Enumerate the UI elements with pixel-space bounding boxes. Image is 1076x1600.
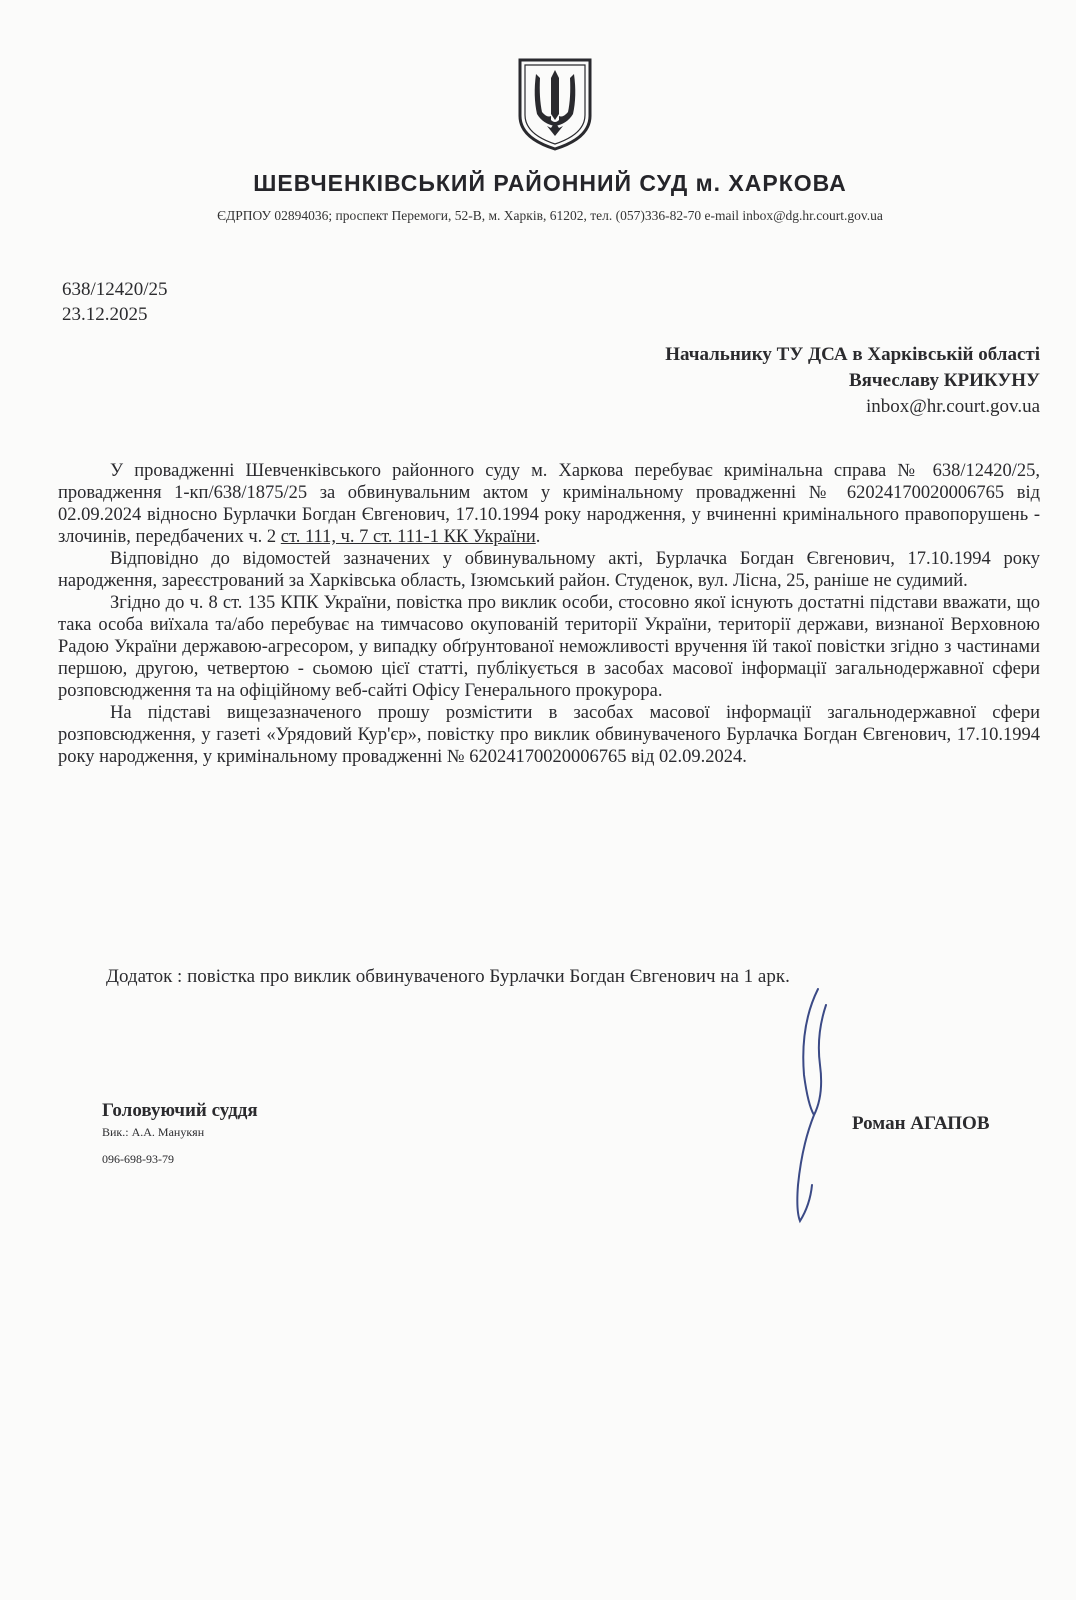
addressee-position: Начальнику ТУ ДСА в Харківській області [665, 344, 1040, 365]
paragraph-case [58, 460, 1040, 548]
reference-date: 23.12.2025 [62, 304, 148, 325]
addressee-block [665, 342, 1040, 420]
law-article-link: ст. 111, ч. 7 ст. 111-1 КК України [280, 527, 536, 547]
paragraph-request: На підставі вищезазначеного прошу розмістити в засобах масової інформації загальнодержавної сфери розповсюдження, у газеті «Урядовий Кур'єр», повістку про виклик обвинуваченого Бурлачка Богдан Євгенович, 17.10.1994 року народження, у кримінальному провадженні № 62024170020006765 від 02.09.2024. [58, 703, 1040, 767]
paragraph-law: Згідно до ч. 8 ст. 135 КПК України, повістка про виклик особи, стосовно якої існують достатні підстави вважати, що така особа виїхала та/або перебуває на тимчасово окупованій території України, території держави, визнаної Верховною Радою України державою-агресором, у випадку обґрунтованої неможливості вручення їй такої повістки згідно з частинами першою, другою, четвертою - сьомою цієї статті, публікується в засобах масової інформації загальнодержавної сфери розповсюдження та на офіційному веб-сайті Офісу Генерального прокурора. [58, 593, 1040, 701]
paragraph-info: Відповідно до відомостей зазначених у обвинувальному акті, Бурлачка Богдан Євгенович, 17.10.1994 року народження, зареєстрований за Харківська область, Ізюмський район. Студенок, вул. Лісна, 25, раніше не судимий. [58, 549, 1040, 591]
paragraph-case-text: У провадженні Шевченківського районного суду м. Харкова перебуває кримінальна справа № 638/12420/25, провадження 1-кп/638/1875/25 за обвинувальним актом у кримінальному провадженні № 62024170020006765 від 02.09.2024 відносно Бурлачки Богдан Євгенович, 17.10.1994 року народження, у вчиненні кримінального правопорушень - злочинів, передбачених ч. 2 [58, 461, 1040, 547]
reference-block [62, 277, 168, 327]
reference-number: 638/12420/25 [62, 279, 168, 300]
appendix-line: Додаток : повістка про виклик обвинуваченого Бурлачки Богдан Євгенович на 1 арк. [106, 966, 790, 987]
handwritten-signature [790, 985, 850, 1225]
addressee-email: inbox@hr.court.gov.ua [865, 396, 1040, 417]
executor-phone: 096-698-93-79 [102, 1152, 174, 1166]
addressee-name: Вячеславу КРИКУНУ [848, 370, 1040, 391]
court-contacts: ЄДРПОУ 02894036; проспект Перемоги, 52-В, м. Харків, 61202, тел. (057)336-82-70 e-mail inbox@dg.hr.court.gov.ua [217, 208, 883, 223]
executor-name: Вик.: А.А. Манукян [102, 1125, 205, 1139]
court-name: ШЕВЧЕНКІВСЬКИЙ РАЙОННИЙ СУД м. ХАРКОВА [253, 170, 847, 196]
coat-of-arms-icon [516, 56, 594, 152]
letter-body [58, 460, 1040, 768]
signer-name: Роман АГАПОВ [852, 1113, 990, 1134]
paragraph-case-end: . [535, 527, 541, 547]
signer-title: Головуючий суддя [102, 1100, 258, 1121]
